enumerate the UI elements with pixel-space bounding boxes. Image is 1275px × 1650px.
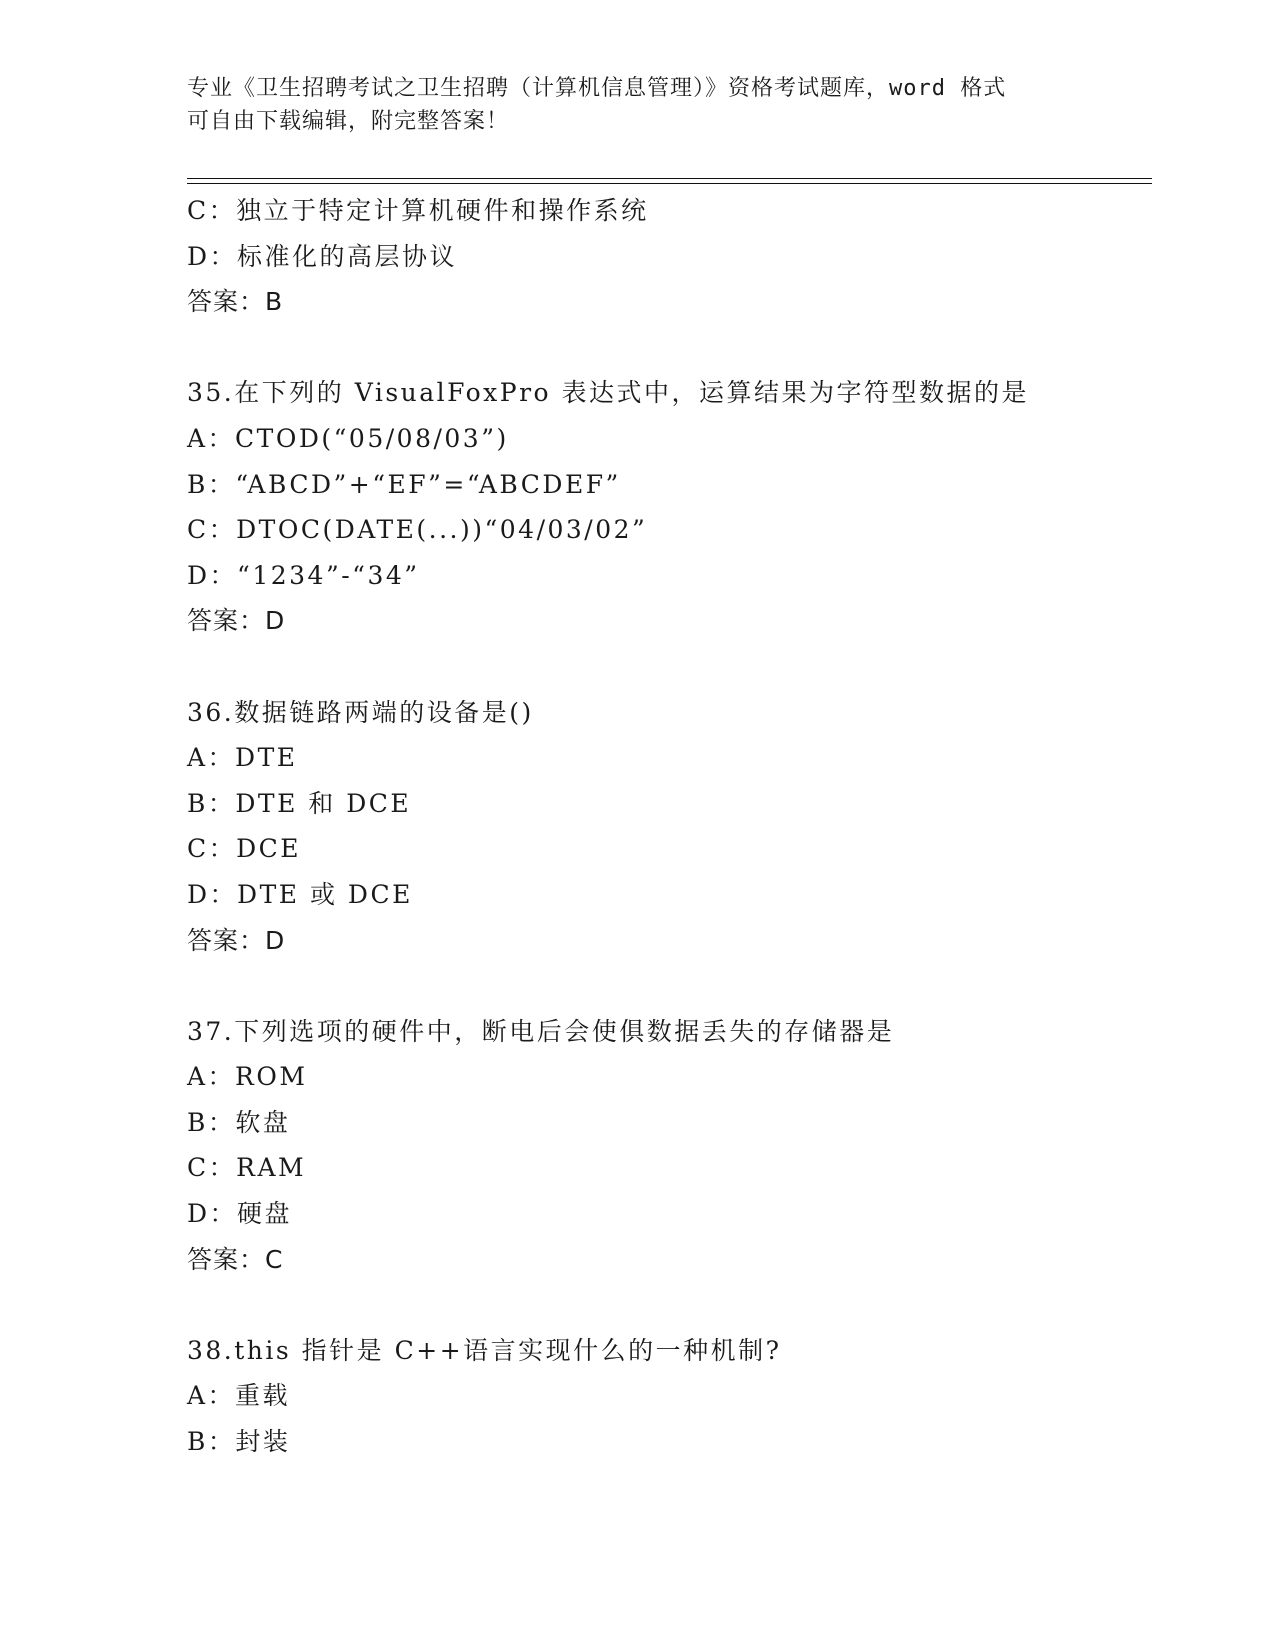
q37-option-b: B：软盘: [187, 1107, 291, 1137]
q36-option-b: B：DTE 和 DCE: [187, 788, 412, 818]
q35-option-a: A：CTOD(“05/08/03”): [187, 423, 509, 453]
q36-answer: 答案：D: [187, 925, 286, 955]
spacer: [187, 644, 1152, 690]
q36-option-d: D：DTE 或 DCE: [187, 879, 413, 909]
q35-option-d: D：“1234”-“34”: [187, 560, 420, 590]
q38-question: 38.this 指针是 C++语言实现什么的一种机制?: [187, 1335, 782, 1365]
q36-question: 36.数据链路两端的设备是(): [187, 697, 534, 727]
q36-option-c: C：DCE: [187, 834, 302, 864]
q38-option-b: B：封装: [187, 1427, 291, 1457]
q37-question: 37.下列选项的硬件中，断电后会使俱数据丢失的存储器是: [187, 1016, 895, 1046]
q35-option-b: B：“ABCD”+“EF”=“ABCDEF”: [187, 469, 621, 499]
q34-answer: 答案：B: [187, 287, 284, 317]
q37-option-c: C：RAM: [187, 1153, 307, 1183]
q34-option-c: C：独立于特定计算机硬件和操作系统: [187, 196, 649, 225]
q35-question: 35.在下列的 VisualFoxPro 表达式中，运算结果为字符型数据的是: [187, 378, 1030, 408]
q37-option-a: A：ROM: [187, 1062, 308, 1092]
q37-answer: 答案：C: [187, 1244, 284, 1274]
document-header: [187, 72, 1087, 138]
q38-option-a: A：重载: [187, 1381, 291, 1411]
q36-option-a: A：DTE: [187, 743, 298, 773]
spacer: [187, 325, 1152, 371]
q35-option-c: C：DTOC(DATE(...))“04/03/02”: [187, 515, 648, 545]
q34-option-d: D：标准化的高层协议: [187, 241, 458, 271]
spacer: [187, 963, 1152, 1009]
q35-answer: 答案：D: [187, 606, 286, 636]
spacer: [187, 1282, 1152, 1328]
header-rule-bottom: [187, 183, 1152, 184]
header-rule-top: [187, 178, 1152, 179]
header-line-1: 专业《卫生招聘考试之卫生招聘（计算机信息管理）》资格考试题库，word 格式: [187, 76, 1007, 101]
q37-option-d: D：硬盘: [187, 1199, 293, 1229]
header-line-2: 可自由下载编辑，附完整答案！: [187, 109, 510, 134]
question-list: [187, 188, 1152, 1465]
